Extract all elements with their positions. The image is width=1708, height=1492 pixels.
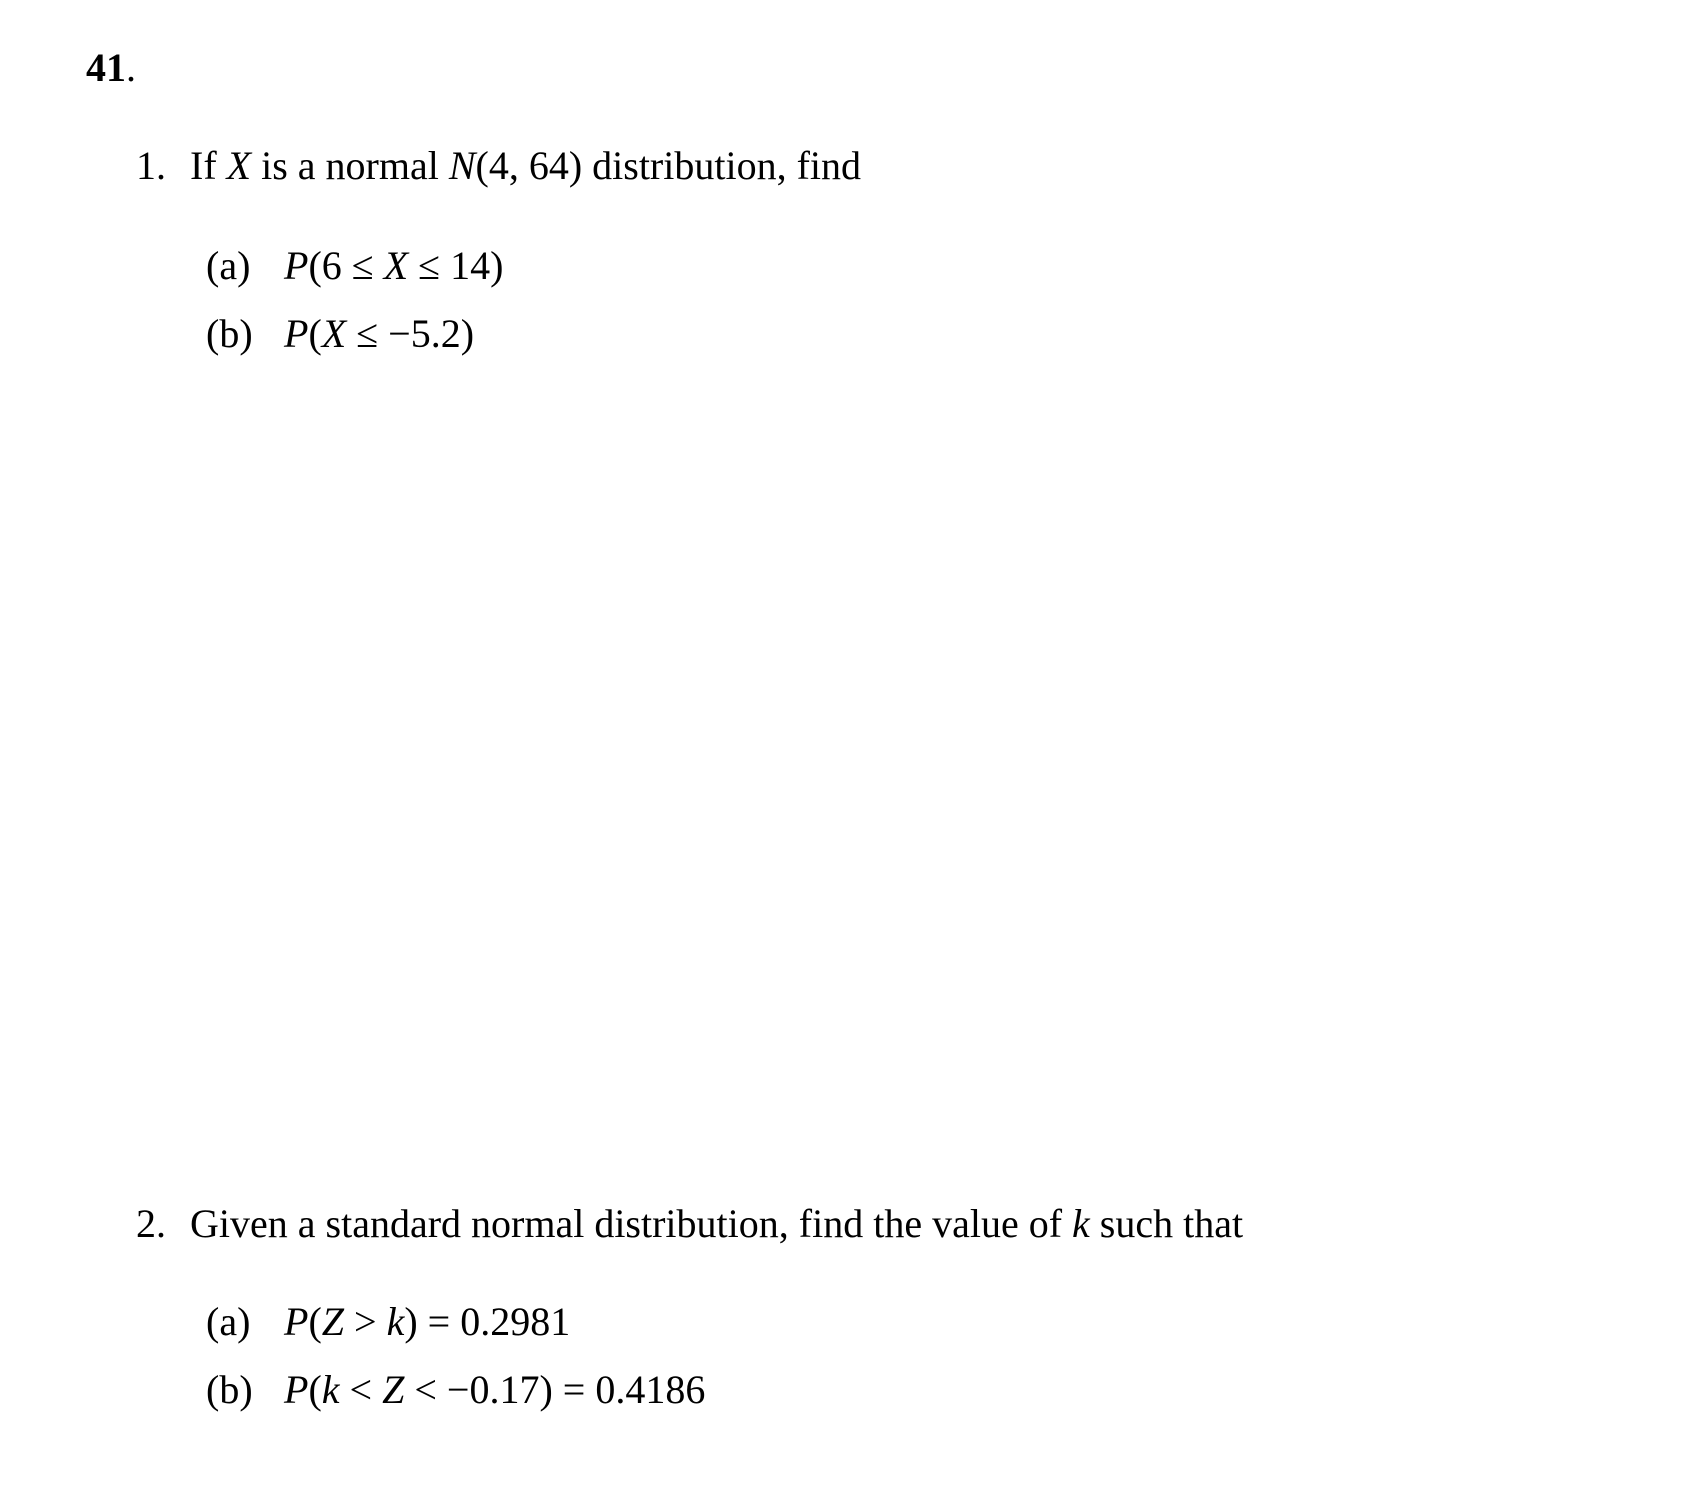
variable-k: k: [321, 1367, 340, 1412]
question-2-stem: [136, 1201, 1244, 1246]
question-2-text-start: Given a standard normal distribution, find the value of: [190, 1201, 1063, 1246]
prob-symbol: P: [284, 1367, 309, 1412]
question-1-part-a: [206, 243, 504, 288]
part-label: (b): [206, 311, 253, 356]
variable-z: Z: [382, 1367, 405, 1412]
distribution-notation: [449, 143, 582, 188]
relation-leq: ≤: [356, 311, 379, 356]
question-2-part-a: [206, 1299, 571, 1344]
question-2-number: 2.: [136, 1201, 166, 1246]
part-label: (a): [206, 243, 251, 288]
question-2-part-b: [206, 1367, 706, 1412]
expr-token: (: [308, 1299, 322, 1344]
part-label: (a): [206, 1299, 251, 1344]
prob-symbol: P: [284, 1299, 309, 1344]
question-1-text-mid: is a normal: [261, 143, 439, 188]
expr-token: (: [308, 311, 322, 356]
problem-number: [86, 45, 136, 90]
relation-lt: <: [349, 1367, 373, 1412]
distribution-params: (4, 64): [475, 143, 583, 188]
question-1-text-if: If: [190, 143, 217, 188]
variable-k: k: [1072, 1201, 1090, 1246]
relation-eq: =: [427, 1299, 451, 1344]
expr-value: 0.4186: [595, 1367, 706, 1412]
part-label: (b): [206, 1367, 253, 1412]
variable-z: Z: [321, 1299, 345, 1344]
distribution-symbol: N: [448, 143, 476, 188]
relation-leq: ≤: [418, 243, 441, 288]
expr-token: −5.2): [388, 311, 475, 356]
relation-lt: <: [414, 1367, 437, 1412]
variable-k: k: [386, 1299, 405, 1344]
prob-symbol: P: [284, 243, 309, 288]
relation-gt: >: [354, 1299, 377, 1344]
variable-x: X: [383, 243, 409, 288]
problem-number-value: 41: [86, 45, 126, 90]
prob-symbol: P: [284, 311, 309, 356]
expr-token: (: [308, 1367, 322, 1412]
expr-value: 0.2981: [460, 1299, 571, 1344]
expr-token: 14): [450, 243, 504, 288]
question-1-text-end: distribution, find: [592, 143, 862, 188]
expr-token: ): [404, 1299, 418, 1344]
expr-token: −0.17): [446, 1367, 553, 1412]
relation-eq: =: [562, 1367, 586, 1412]
problem-number-dot: .: [126, 45, 136, 90]
relation-leq: ≤: [351, 243, 374, 288]
expr-token: (6: [308, 243, 342, 288]
question-2-text-end: such that: [1099, 1201, 1244, 1246]
question-1-part-b: [206, 311, 475, 356]
question-1-number: 1.: [136, 143, 166, 188]
variable-x: X: [226, 143, 252, 188]
variable-x: X: [321, 311, 347, 356]
question-1-stem: [136, 143, 862, 188]
